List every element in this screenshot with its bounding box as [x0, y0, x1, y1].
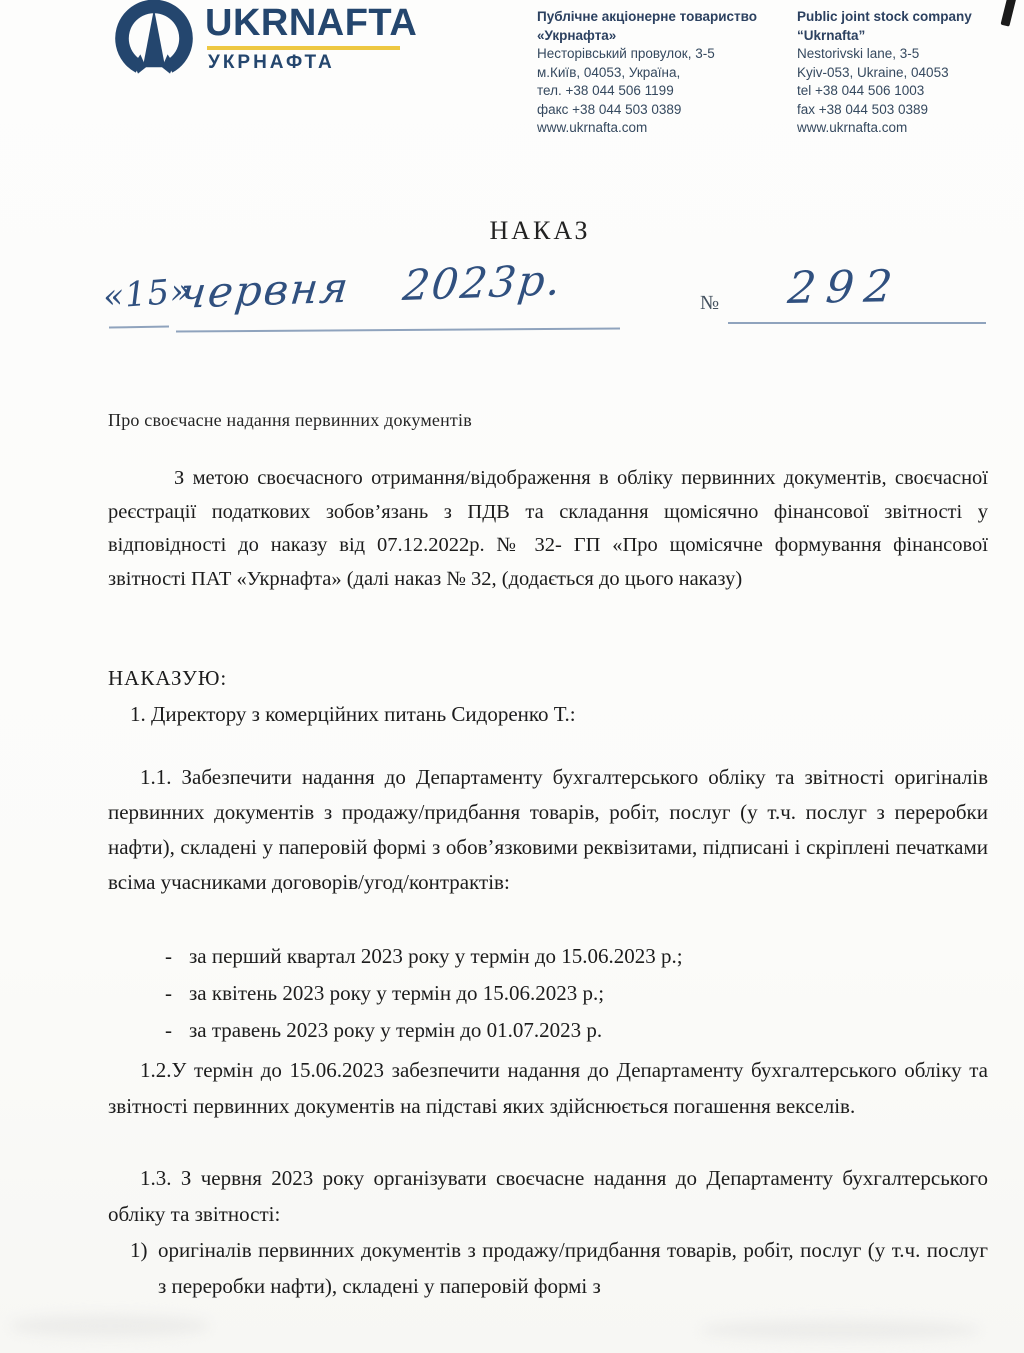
address-line: «Укрнафта» [537, 27, 617, 43]
scan-smudge [700, 1320, 980, 1340]
brand-yellow-underline [207, 46, 400, 50]
list-item [108, 1012, 988, 1049]
address-line: Kyiv-053, Ukraine, 04053 [797, 64, 949, 80]
intro-paragraph: З метою своєчасного отримання/відображення в обліку первинних документів, своєчасної реєстрації податкових зобов’язань з ПДВ та складання щомісячно фінансової звітності у відповідності до наказу від 07.12.2022р. № 32- ГП «Про щомісячне формування фінансової звітності ПАТ «Укрнафта» (далі наказ № 32, (додається до цього наказу) [108, 467, 988, 590]
brand-wordmark-cyrillic: УКРНАФТА [208, 52, 335, 73]
address-line: tel +38 044 506 1003 [797, 83, 925, 98]
list-item [108, 975, 988, 1012]
sub-item-marker: 1) [130, 1238, 148, 1262]
brand-wordmark-latin: UKRNAFTA [205, 2, 418, 44]
handwritten-date-month-year: червня 2023р. [177, 255, 565, 318]
handwritten-order-number: 292 [785, 260, 905, 315]
company-website: www.ukrnafta.com [537, 120, 648, 135]
date-day-underline [109, 325, 169, 328]
command-heading: НАКАЗУЮ: [108, 666, 228, 690]
sub-item-text: оригіналів первинних документів з продажу/придбання товарів, робіт, послуг (у т.ч. послуг з переробки нафти), складені у паперовій формі з [158, 1238, 988, 1298]
scan-smudge [10, 1315, 210, 1337]
address-line: факс +38 044 503 0389 [537, 101, 682, 117]
address-line: Несторівський провулок, 3-5 [537, 46, 715, 61]
document-title: НАКАЗ [489, 216, 591, 245]
company-website: www.ukrnafta.com [797, 120, 908, 135]
address-line: Публічне акціонерне товариство [537, 9, 758, 24]
address-line: Public joint stock company [797, 9, 972, 24]
deadline-text: за квітень 2023 року у термін до 15.06.2023 р.; [189, 981, 605, 1005]
address-line: тел. +38 044 506 1199 [537, 83, 674, 98]
order-sub-item-1 [108, 1232, 988, 1304]
deadline-list [108, 938, 988, 1049]
order-item-1: 1. Директору з комерційних питань Сидоренко Т.: [130, 702, 576, 726]
list-item [108, 938, 988, 975]
order-number-label: № [700, 292, 720, 314]
order-item-1-2: 1.2.У термін до 15.06.2023 забезпечити надання до Департаменту бухгалтерського обліку та звітності первинних документів на підставі яких здійснюється погашення векселів. [108, 1058, 988, 1118]
scan-artifact-mark [1001, 0, 1017, 27]
order-item-1-3: 1.3. З червня 2023 року організувати своєчасне надання до Департаменту бухгалтерського обліку та звітності: [108, 1166, 988, 1226]
dash-marker: - [165, 981, 172, 1005]
dash-marker: - [165, 944, 172, 968]
order-number-underline [728, 322, 986, 324]
address-line: Nestorivski lane, 3-5 [797, 46, 920, 61]
address-line: “Ukrnafta” [797, 27, 866, 43]
subject-line: Про своєчасне надання первинних документів [108, 410, 472, 430]
dash-marker: - [165, 1018, 172, 1042]
deadline-text: за перший квартал 2023 року у термін до 15.06.2023 р.; [189, 944, 683, 968]
deadline-text: за травень 2023 року у термін до 01.07.2023 р. [189, 1018, 603, 1042]
date-underline [176, 327, 620, 332]
order-item-1-1: 1.1. Забезпечити надання до Департаменту бухгалтерського обліку та звітності оригіналів первинних документів з продажу/придбання товарів, робіт, послуг (у т.ч. послуг з переробки нафти), складені у паперовій формі з обов’язковими реквізитами, підписані і скріплені печатками всіма учасниками договорів/угод/контрактів: [108, 765, 988, 894]
address-line: fax +38 044 503 0389 [797, 101, 928, 117]
handwritten-date-day: «15» [101, 270, 194, 318]
address-line: м.Київ, 04053, Україна, [537, 64, 681, 80]
ukrnafta-logo-icon [110, 0, 198, 80]
company-address-ukrainian [537, 8, 787, 138]
company-address-english [797, 8, 1012, 138]
